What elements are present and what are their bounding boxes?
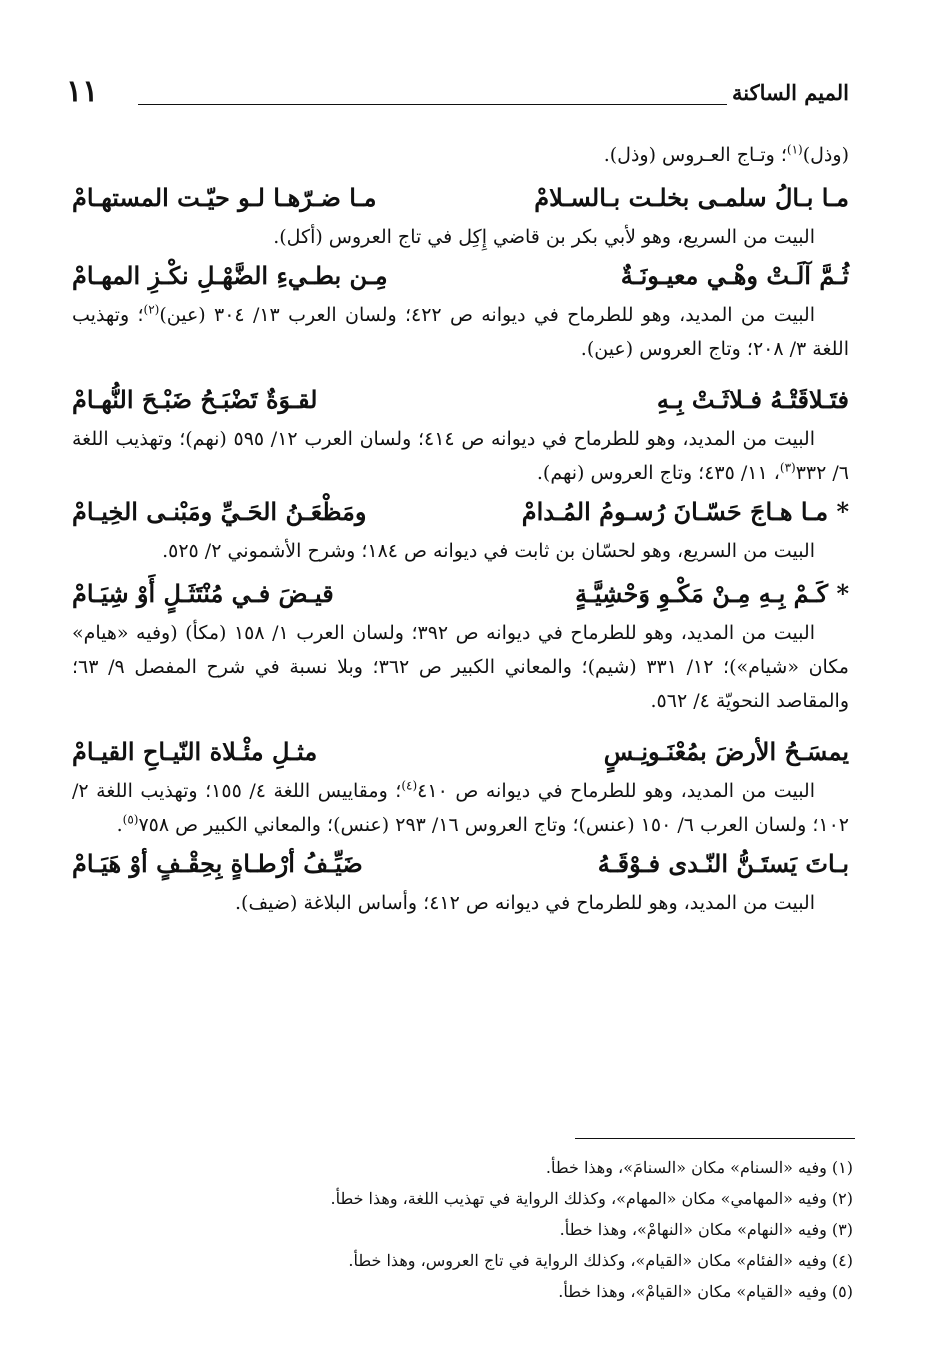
- verse-commentary: [72, 774, 849, 842]
- verse-first-hemistich: * مـا هـاجَ حَسّـانَ رُسـومُ المُـدامْ: [521, 497, 849, 526]
- verse-second-hemistich: مِـن بطـيءِ الضَّهْـلِ نكْـزِ المهـامْ: [72, 261, 388, 290]
- verse-commentary: البيت من السريع، وهو لأبي بكر بن قاضي إِكِل في تاج العروس (أكل).: [273, 226, 815, 248]
- footnote-4: (٤) وفيه «الفئام» مكان «القيام»، وكذلك الرواية في تاج العروس، وهذا خطأ.: [348, 1251, 853, 1270]
- verse-second-hemistich: لقـوَةٌ تَضْبَـحُ ضَبْـحَ النُّهـامْ: [72, 385, 318, 414]
- page-number: ١١: [66, 74, 99, 109]
- footnote-2: (٢) وفيه «المهامي» مكان «المهام»، وكذلك الرواية في تهذيب اللغة، وهذا خطأ.: [330, 1189, 853, 1208]
- footnote-5: (٥) وفيه «القيام» مكان «القيامْ»، وهذا خطأ.: [558, 1282, 853, 1301]
- footnote-1: (١) وفيه «السنام» مكان «السنامَ»، وهذا خطأ.: [545, 1158, 853, 1177]
- verse-commentary: البيت من المديد، وهو للطرماح في ديوانه ص ٣٩٢؛ ولسان العرب ١/ ١٥٨ (مكأ) (وفيه «هيام» مكان «شيام»)؛ ١٢/ ٣٣١ (شيم)؛ والمعاني الكبير ص ٣٦٢؛ وبلا نسبة في شرح المفصل ٩/ ٦٣؛ والمقاصد النحويّة ٤/ ٥٦٢.: [72, 622, 849, 712]
- paragraph-continuation: [72, 138, 849, 172]
- verse-second-hemistich: مثـلِ مئْـلاة النّيـاحِ القيـامْ: [72, 737, 318, 766]
- footnotes: [80, 1152, 853, 1307]
- para-text: .: [116, 814, 123, 836]
- verse-commentary: البيت من المديد، وهو للطرماح في ديوانه ص ٤١٢؛ وأساس البلاغة (ضيف).: [235, 892, 815, 914]
- verse-first-hemistich: بـاتَ يَستَـنُّ النّـدى فـوْقَـهُ: [597, 849, 849, 878]
- verse-3: [72, 378, 849, 422]
- verse-4: [72, 490, 849, 534]
- verse-first-hemistich: فتَـلاقَتْـهُ فـلاثَـتْ بِـهِ: [656, 385, 849, 414]
- verse-2: [72, 254, 849, 298]
- footnote-rule: [575, 1138, 855, 1139]
- para-text: البيت من المديد، وهو للطرماح في ديوانه ص ٤١٤؛ ولسان العرب ١٢/ ٥٩٥ (نهم)؛ وتهذيب اللغة ٦/ ٣٣٢: [72, 428, 849, 484]
- verse-second-hemistich: قيـضَ فـي مُنْتَثَـلٍ أَوْ شِيَـامْ: [72, 579, 334, 608]
- para-text: البيت من المديد، وهو للطرماح في ديوانه ص ٤١٠: [417, 780, 815, 802]
- para-text: البيت من المديد، وهو للطرماح في ديوانه ص ٤٢٢؛ ولسان العرب ١٣/ ٣٠٤ (عين): [159, 304, 815, 326]
- verse-7: [72, 842, 849, 886]
- para-text: (وذل): [802, 144, 849, 166]
- verse-first-hemistich: ثُـمَّ آلَـتْ وهْـي معيـونَـةٌ: [620, 261, 849, 290]
- page-header: [66, 74, 849, 114]
- footnote-ref: (٥): [122, 812, 139, 827]
- footnote-3: (٣) وفيه «النهام» مكان «النهامْ»، وهذا خطأ.: [559, 1220, 853, 1239]
- para-text: ؛ وتـاج العـروس (وذل).: [603, 144, 787, 166]
- body-text: [72, 138, 849, 920]
- verse-second-hemistich: ومَظْعَـنُ الحَـيِّ ومَبْنـى الخِيـامْ: [72, 497, 367, 526]
- footnote-ref: (١): [786, 142, 803, 157]
- verse-second-hemistich: ضَيِّـفُ أرْطـاةٍ بِحِقْـفٍ أوْ هَيَـامْ: [72, 849, 363, 878]
- running-title: الميم الساكنة: [732, 80, 849, 105]
- verse-first-hemistich: مـا بـالُ سلمـى بخلـت بـالسـلامْ: [534, 183, 849, 212]
- verse-commentary: [72, 422, 849, 490]
- verse-commentary: البيت من السريع، وهو لحسّان بن ثابت في ديوانه ص ١٨٤؛ وشرح الأشموني ٢/ ٥٢٥.: [162, 540, 815, 562]
- verse-first-hemistich: * كَـمْ بِـهِ مِـنْ مَكْـوِ وَحْشِيَّـةٍ: [574, 579, 849, 608]
- para-text: ؛ ومقاييس اللغة ٤/ ١٥٥؛ وتهذيب اللغة ٢/ ١٠٢؛ ولسان العرب ٦/ ١٥٠ (عنس)؛ وتاج العروس ١٦/ ٢٩٣ (عنس)؛ والمعاني الكبير ص ٧٥٨: [72, 780, 849, 836]
- footnote-ref: (٤): [401, 778, 418, 793]
- footnote-ref: (٣): [779, 460, 796, 475]
- para-text: ؛ وتهذيب اللغة ٣/ ٢٠٨؛ وتاج العروس (عين).: [72, 304, 849, 360]
- verse-first-hemistich: يمسَـحُ الأرضَ بمُعْنَـونِـسٍ: [603, 737, 849, 766]
- para-text: ، ١١/ ٤٣٥؛ وتاج العروس (نهم).: [536, 462, 780, 484]
- verse-6: [72, 730, 849, 774]
- verse-1: [72, 176, 849, 220]
- footnote-ref: (٢): [143, 302, 160, 317]
- verse-second-hemistich: مـا ضـرّهـا لـو حيّـت المستهـامْ: [72, 183, 377, 212]
- verse-5: [72, 572, 849, 616]
- verse-commentary: [72, 298, 849, 366]
- header-rule: [138, 104, 727, 105]
